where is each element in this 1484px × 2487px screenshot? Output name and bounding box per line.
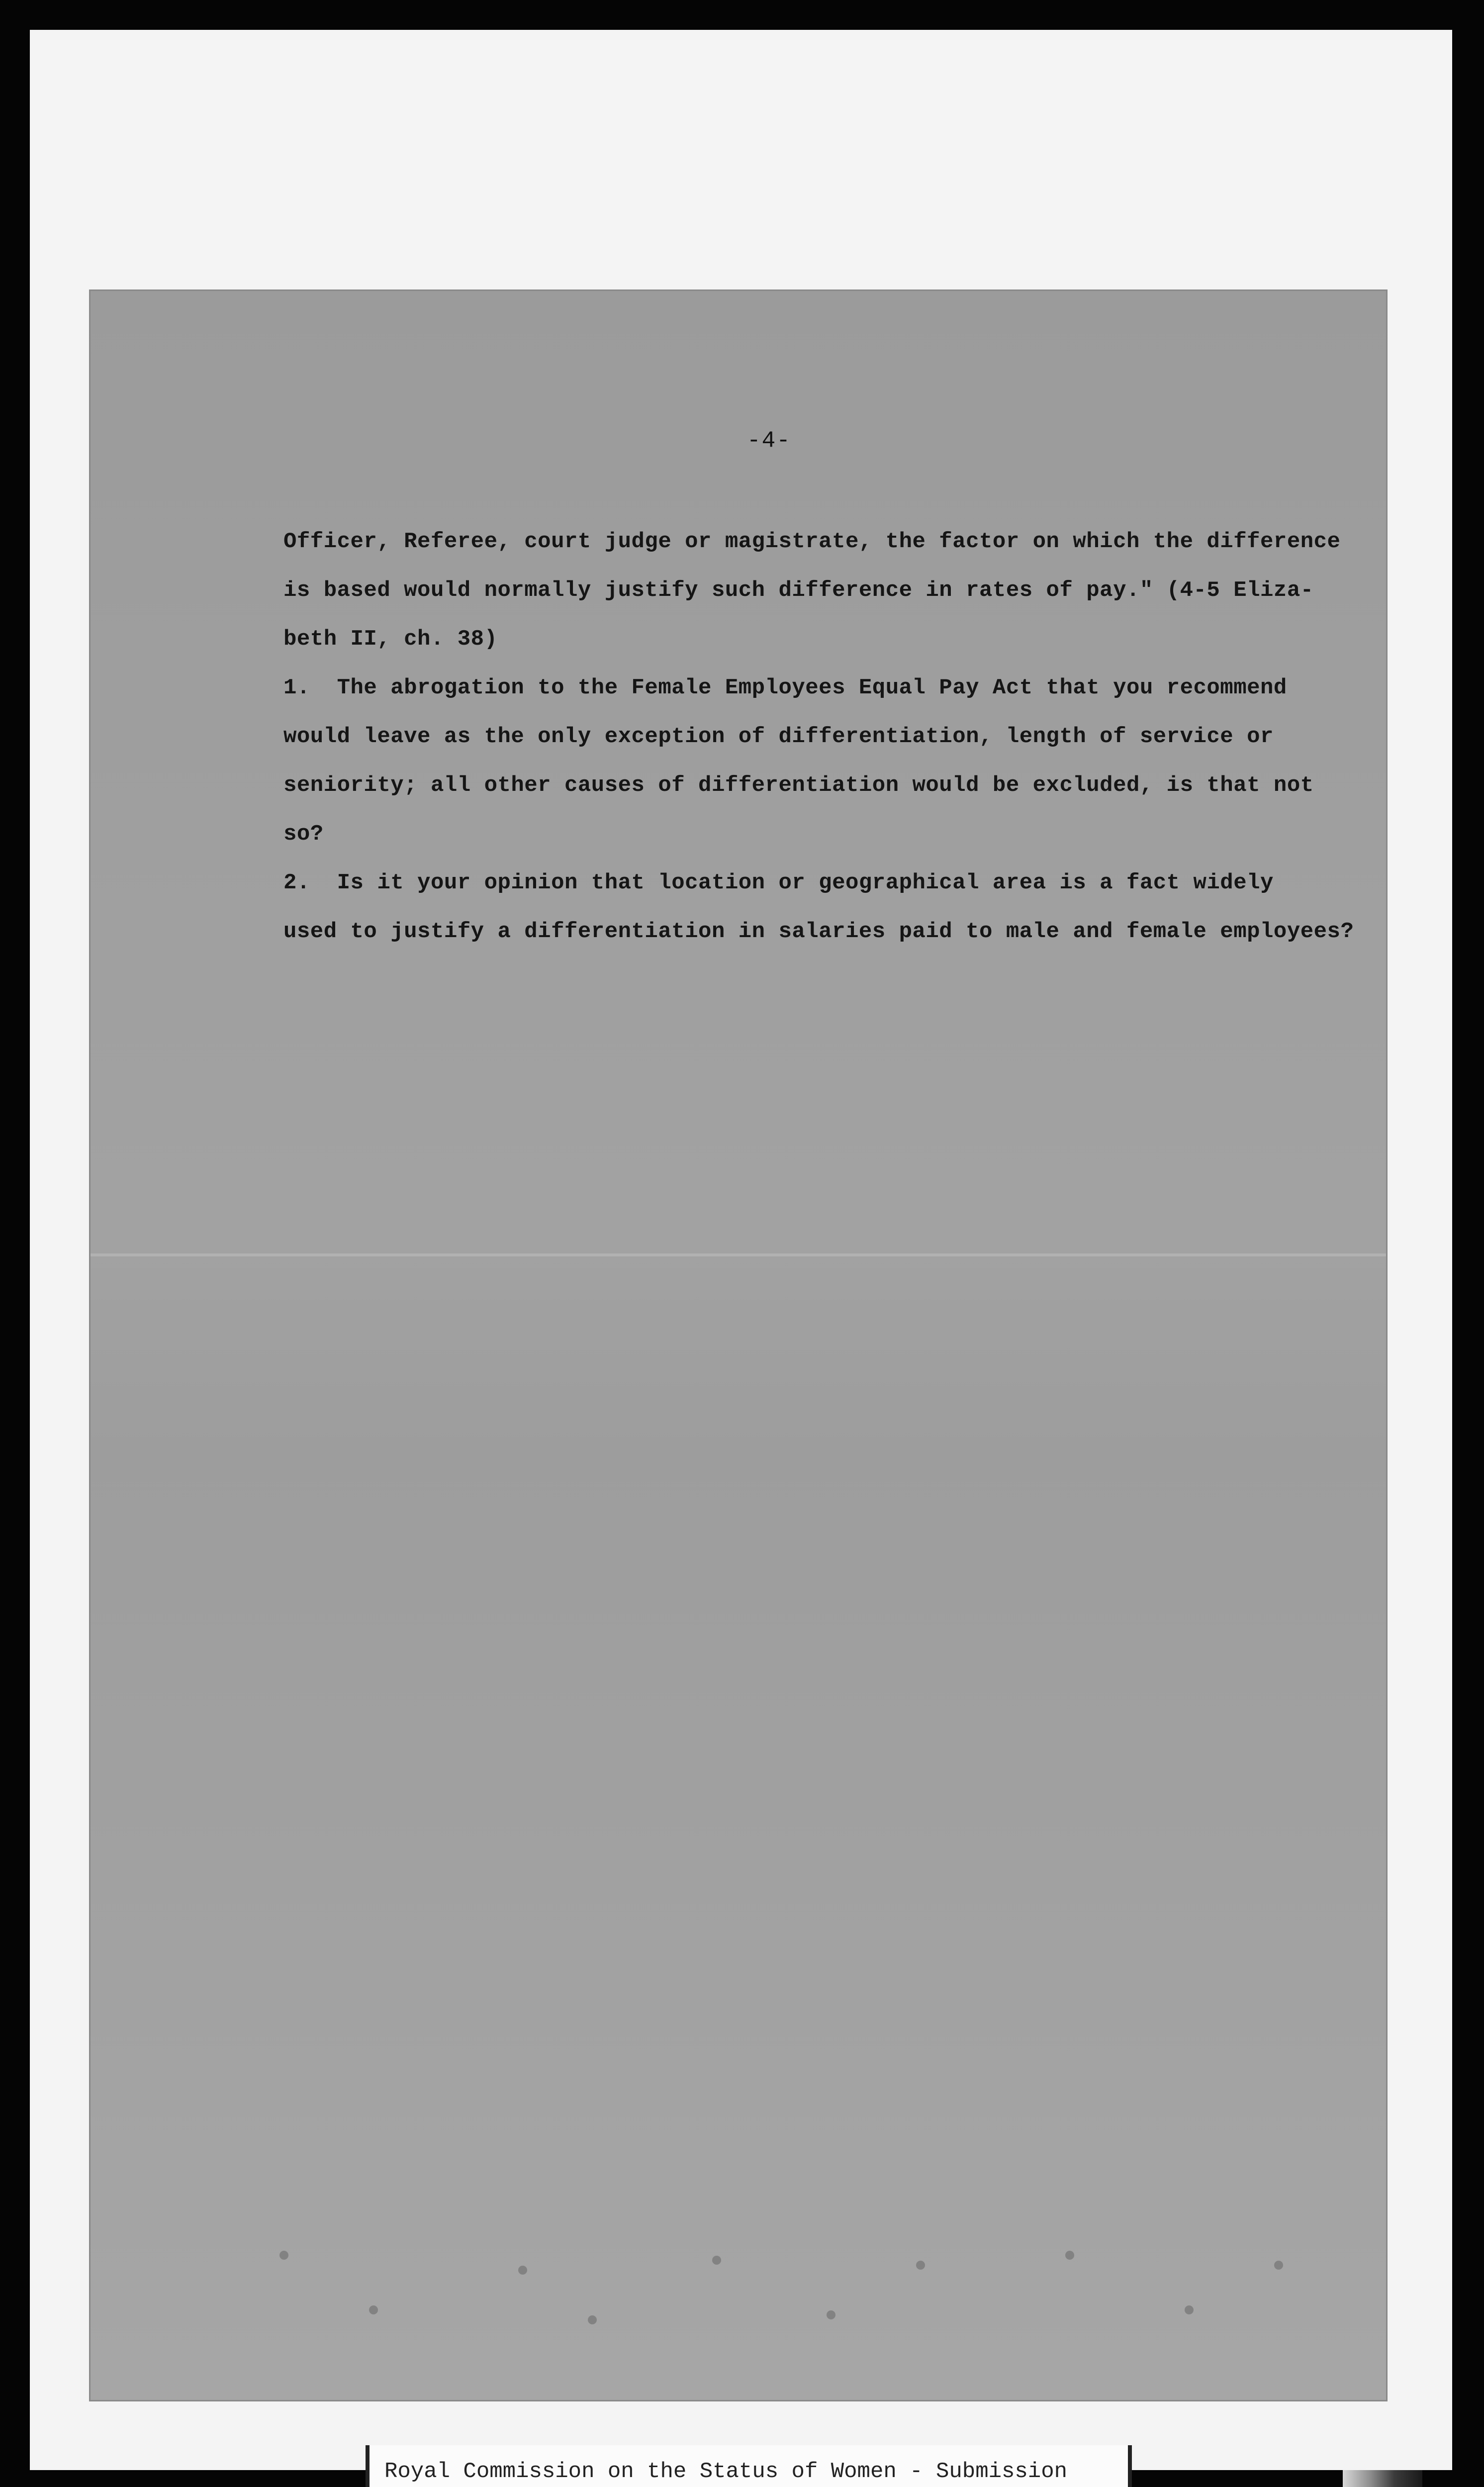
- speckle: [827, 2310, 835, 2319]
- body-line: Officer, Referee, court judge or magistrate, the factor on which the difference: [283, 529, 1341, 554]
- speckle: [712, 2256, 721, 2265]
- submission-label: [366, 2445, 1132, 2487]
- page-number: -4-: [747, 428, 791, 454]
- body-line: 2. Is it your opinion that location or geographical area is a fact widely: [283, 870, 1274, 895]
- body-line: would leave as the only exception of differentiation, length of service or: [283, 724, 1274, 749]
- document-page: [91, 291, 1386, 2400]
- body-line: so?: [283, 822, 324, 847]
- submission-title: Royal Commission on the Status of Women - Submission: [384, 2459, 1068, 2484]
- body-line: used to justify a differentiation in salaries paid to male and female employees?: [283, 919, 1354, 944]
- body-line: is based would normally justify such difference in rates of pay." (4-5 Eliza-: [283, 578, 1314, 603]
- speckle: [279, 2251, 288, 2260]
- speckle: [518, 2266, 527, 2275]
- speckle: [916, 2261, 925, 2270]
- body-line: 1. The abrogation to the Female Employees Equal Pay Act that you recommend: [283, 675, 1287, 700]
- speckle: [588, 2315, 597, 2324]
- speckle: [369, 2305, 378, 2314]
- body-line: seniority; all other causes of differentiation would be excluded, is that not: [283, 773, 1314, 798]
- paper-speckles: [91, 2231, 1386, 2360]
- speckle: [1185, 2305, 1194, 2314]
- speckle: [1065, 2251, 1074, 2260]
- fold-line: [91, 1253, 1386, 1256]
- speckle: [1274, 2261, 1283, 2270]
- film-edge-right: [1343, 2470, 1422, 2487]
- body-line: beth II, ch. 38): [283, 627, 498, 652]
- document-body: [283, 517, 1353, 956]
